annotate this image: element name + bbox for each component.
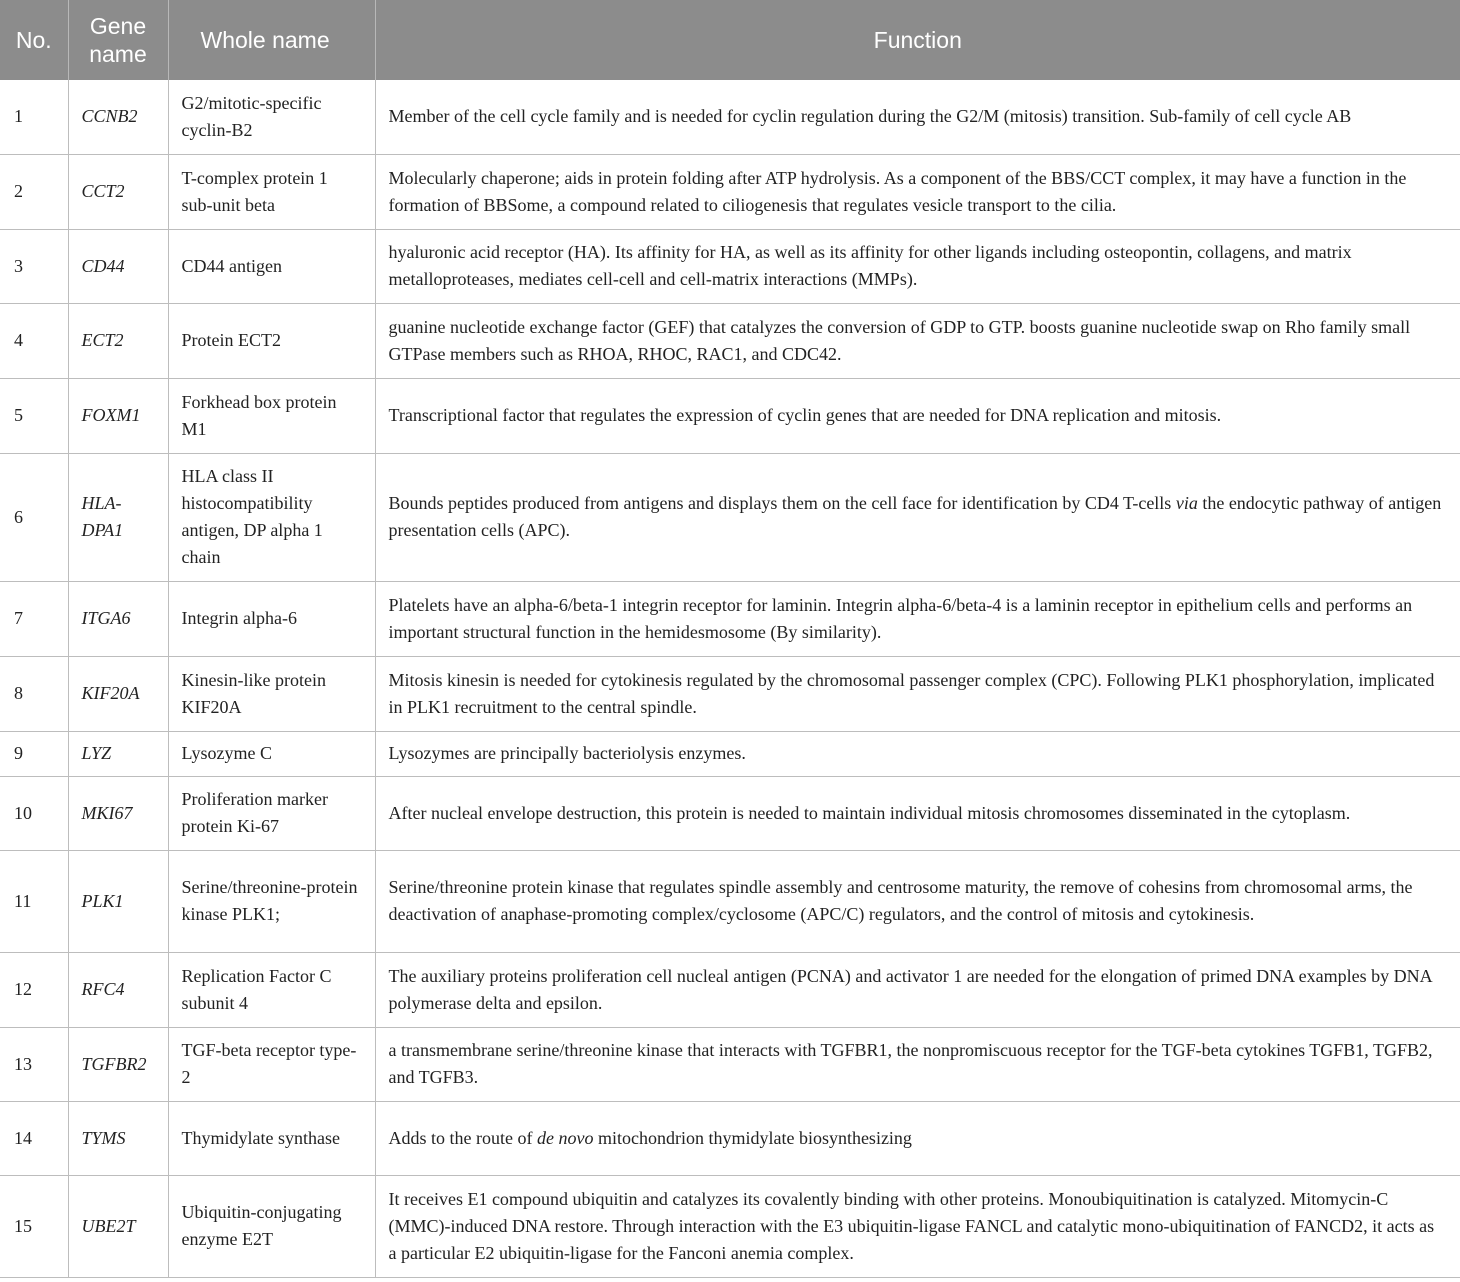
function-description xyxy=(375,850,1460,952)
function-text: Molecularly chaperone; aids in protein folding after ATP hydrolysis. As a component of the BBS/CCT complex, it may have a function in the formation of BBSome, a compound related to ciliogenesis that regulates vesicle transport to the cilia. xyxy=(388,167,1407,215)
gene-name: UBE2T xyxy=(68,1175,168,1277)
row-number: 15 xyxy=(0,1175,68,1277)
function-text: Adds to the route of xyxy=(388,1127,537,1148)
function-text: After nucleal envelope destruction, this protein is needed to maintain individual mitosis chromosomes disseminated in the cytoplasm. xyxy=(388,802,1351,823)
row-number: 11 xyxy=(0,850,68,952)
row-number: 4 xyxy=(0,303,68,378)
row-number: 10 xyxy=(0,776,68,850)
whole-name: HLA class II histocompatibility antigen, DP alpha 1 chain xyxy=(168,453,375,581)
function-text: hyaluronic acid receptor (HA). Its affinity for HA, as well as its affinity for other ligands including osteopontin, collagens, and matrix metalloproteases, mediates cell-cell and cell-matrix interactions (MMPs). xyxy=(388,242,1352,289)
whole-name: Replication Factor C subunit 4 xyxy=(168,952,375,1027)
function-text: Bounds peptides produced from antigens and displays them on the cell face for identification by CD4 T-cells xyxy=(388,493,1176,513)
whole-name: Kinesin-like protein KIF20A xyxy=(168,656,375,731)
function-description xyxy=(375,453,1460,581)
table-row xyxy=(0,303,1460,378)
whole-name: Lysozyme C xyxy=(168,731,375,776)
header-no: No. xyxy=(0,0,68,80)
table-row xyxy=(0,656,1460,731)
function-description xyxy=(375,229,1460,303)
table-row xyxy=(0,850,1460,952)
function-description xyxy=(375,1175,1460,1277)
table-row xyxy=(0,80,1460,154)
function-description xyxy=(375,656,1460,731)
whole-name: Protein ECT2 xyxy=(168,303,375,378)
function-text: the endocytic pathway of antigen presentation cells (APC). xyxy=(388,493,1442,540)
function-text: The auxiliary proteins proliferation cell nucleal antigen (PCNA) and activator 1 are needed for the elongation of primed DNA examples by DNA polymerase delta and epsilon. xyxy=(388,965,1432,1013)
row-number: 8 xyxy=(0,656,68,731)
whole-name: G2/mitotic-specific cyclin-B2 xyxy=(168,80,375,154)
function-description xyxy=(375,154,1460,229)
function-text: Mitosis kinesin is needed for cytokinesis regulated by the chromosomal passenger complex (CPC). Following PLK1 phosphorylation, implicated in PLK1 recruitment to the central spindle. xyxy=(388,669,1435,717)
table-row xyxy=(0,1101,1460,1175)
whole-name: T-complex protein 1 sub-unit beta xyxy=(168,154,375,229)
table-row xyxy=(0,581,1460,656)
table-row xyxy=(0,1027,1460,1101)
whole-name: Proliferation marker protein Ki-67 xyxy=(168,776,375,850)
whole-name: CD44 antigen xyxy=(168,229,375,303)
header-whole-name: Whole name xyxy=(168,0,375,80)
table-row xyxy=(0,378,1460,453)
row-number: 5 xyxy=(0,378,68,453)
function-text: Platelets have an alpha-6/beta-1 integrin receptor for laminin. Integrin alpha-6/beta-4 is a laminin receptor in epithelium cells and performs an important structural function in the hemidesmosome (By similarity). xyxy=(388,594,1413,642)
gene-name: TGFBR2 xyxy=(68,1027,168,1101)
gene-name: HLA-DPA1 xyxy=(68,453,168,581)
row-number: 13 xyxy=(0,1027,68,1101)
gene-name: CD44 xyxy=(68,229,168,303)
header-gene-name: Gene name xyxy=(68,0,168,80)
row-number: 14 xyxy=(0,1101,68,1175)
function-description xyxy=(375,80,1460,154)
function-text: guanine nucleotide exchange factor (GEF) that catalyzes the conversion of GDP to GTP. boosts guanine nucleotide swap on Rho family small GTPase members such as RHOA, RHOC, RAC1, and CDC42. xyxy=(388,316,1411,364)
table-row xyxy=(0,229,1460,303)
function-italic-term: de novo xyxy=(536,1127,594,1148)
function-description xyxy=(375,1101,1460,1175)
gene-name: RFC4 xyxy=(68,952,168,1027)
whole-name: Integrin alpha-6 xyxy=(168,581,375,656)
row-number: 12 xyxy=(0,952,68,1027)
gene-name: ECT2 xyxy=(68,303,168,378)
table-row xyxy=(0,952,1460,1027)
gene-name: TYMS xyxy=(68,1101,168,1175)
function-text: Member of the cell cycle family and is needed for cyclin regulation during the G2/M (mitosis) transition. Sub-family of cell cycle AB xyxy=(388,106,1352,127)
gene-name: MKI67 xyxy=(68,776,168,850)
table-row xyxy=(0,154,1460,229)
table-header-row xyxy=(0,0,1460,80)
function-description xyxy=(375,303,1460,378)
gene-name: PLK1 xyxy=(68,850,168,952)
function-description xyxy=(375,776,1460,850)
row-number: 3 xyxy=(0,229,68,303)
function-description xyxy=(375,952,1460,1027)
row-number: 7 xyxy=(0,581,68,656)
gene-name: ITGA6 xyxy=(68,581,168,656)
gene-name: FOXM1 xyxy=(68,378,168,453)
function-text: Lysozymes are principally bacteriolysis enzymes. xyxy=(388,743,746,763)
header-function: Function xyxy=(375,0,1460,80)
function-text: a transmembrane serine/threonine kinase that interacts with TGFBR1, the nonpromiscuous receptor for the TGF-beta cytokines TGFB1, TGFB2, and TGFB3. xyxy=(388,1040,1433,1087)
whole-name: Serine/threonine-protein kinase PLK1; xyxy=(168,850,375,952)
row-number: 6 xyxy=(0,453,68,581)
row-number: 2 xyxy=(0,154,68,229)
function-description xyxy=(375,731,1460,776)
gene-name: CCNB2 xyxy=(68,80,168,154)
whole-name: TGF-beta receptor type-2 xyxy=(168,1027,375,1101)
row-number: 9 xyxy=(0,731,68,776)
gene-name: CCT2 xyxy=(68,154,168,229)
table-row xyxy=(0,453,1460,581)
table-row xyxy=(0,731,1460,776)
function-description xyxy=(375,1027,1460,1101)
function-italic-term: via xyxy=(1175,493,1198,513)
table-row xyxy=(0,776,1460,850)
function-description xyxy=(375,581,1460,656)
function-text: Transcriptional factor that regulates the expression of cyclin genes that are needed for DNA replication and mitosis. xyxy=(388,405,1222,425)
function-text: It receives E1 compound ubiquitin and catalyzes its covalently binding with other proteins. Monoubiquitination is catalyzed. Mitomycin-C (MMC)-induced DNA restore. Through interaction with the E3 ubiquitin-ligase FANCL and catalytic mono-ubiquitination of FANCD2, it acts as a particular E2 ubiquitin-ligase for the Fanconi anemia complex. xyxy=(388,1188,1435,1263)
whole-name: Forkhead box protein M1 xyxy=(168,378,375,453)
whole-name: Thymidylate synthase xyxy=(168,1101,375,1175)
gene-name: KIF20A xyxy=(68,656,168,731)
gene-name: LYZ xyxy=(68,731,168,776)
function-text: mitochondrion thymidylate biosynthesizing xyxy=(593,1127,912,1148)
whole-name: Ubiquitin-conjugating enzyme E2T xyxy=(168,1175,375,1277)
function-text: Serine/threonine protein kinase that regulates spindle assembly and centrosome maturity, the remove of cohesins from chromosomal arms, the deactivation of anaphase-promoting complex/cyclosome (APC/C) regulators, and the control of mitosis and cytokinesis. xyxy=(388,877,1413,924)
function-description xyxy=(375,378,1460,453)
row-number: 1 xyxy=(0,80,68,154)
table-row xyxy=(0,1175,1460,1277)
